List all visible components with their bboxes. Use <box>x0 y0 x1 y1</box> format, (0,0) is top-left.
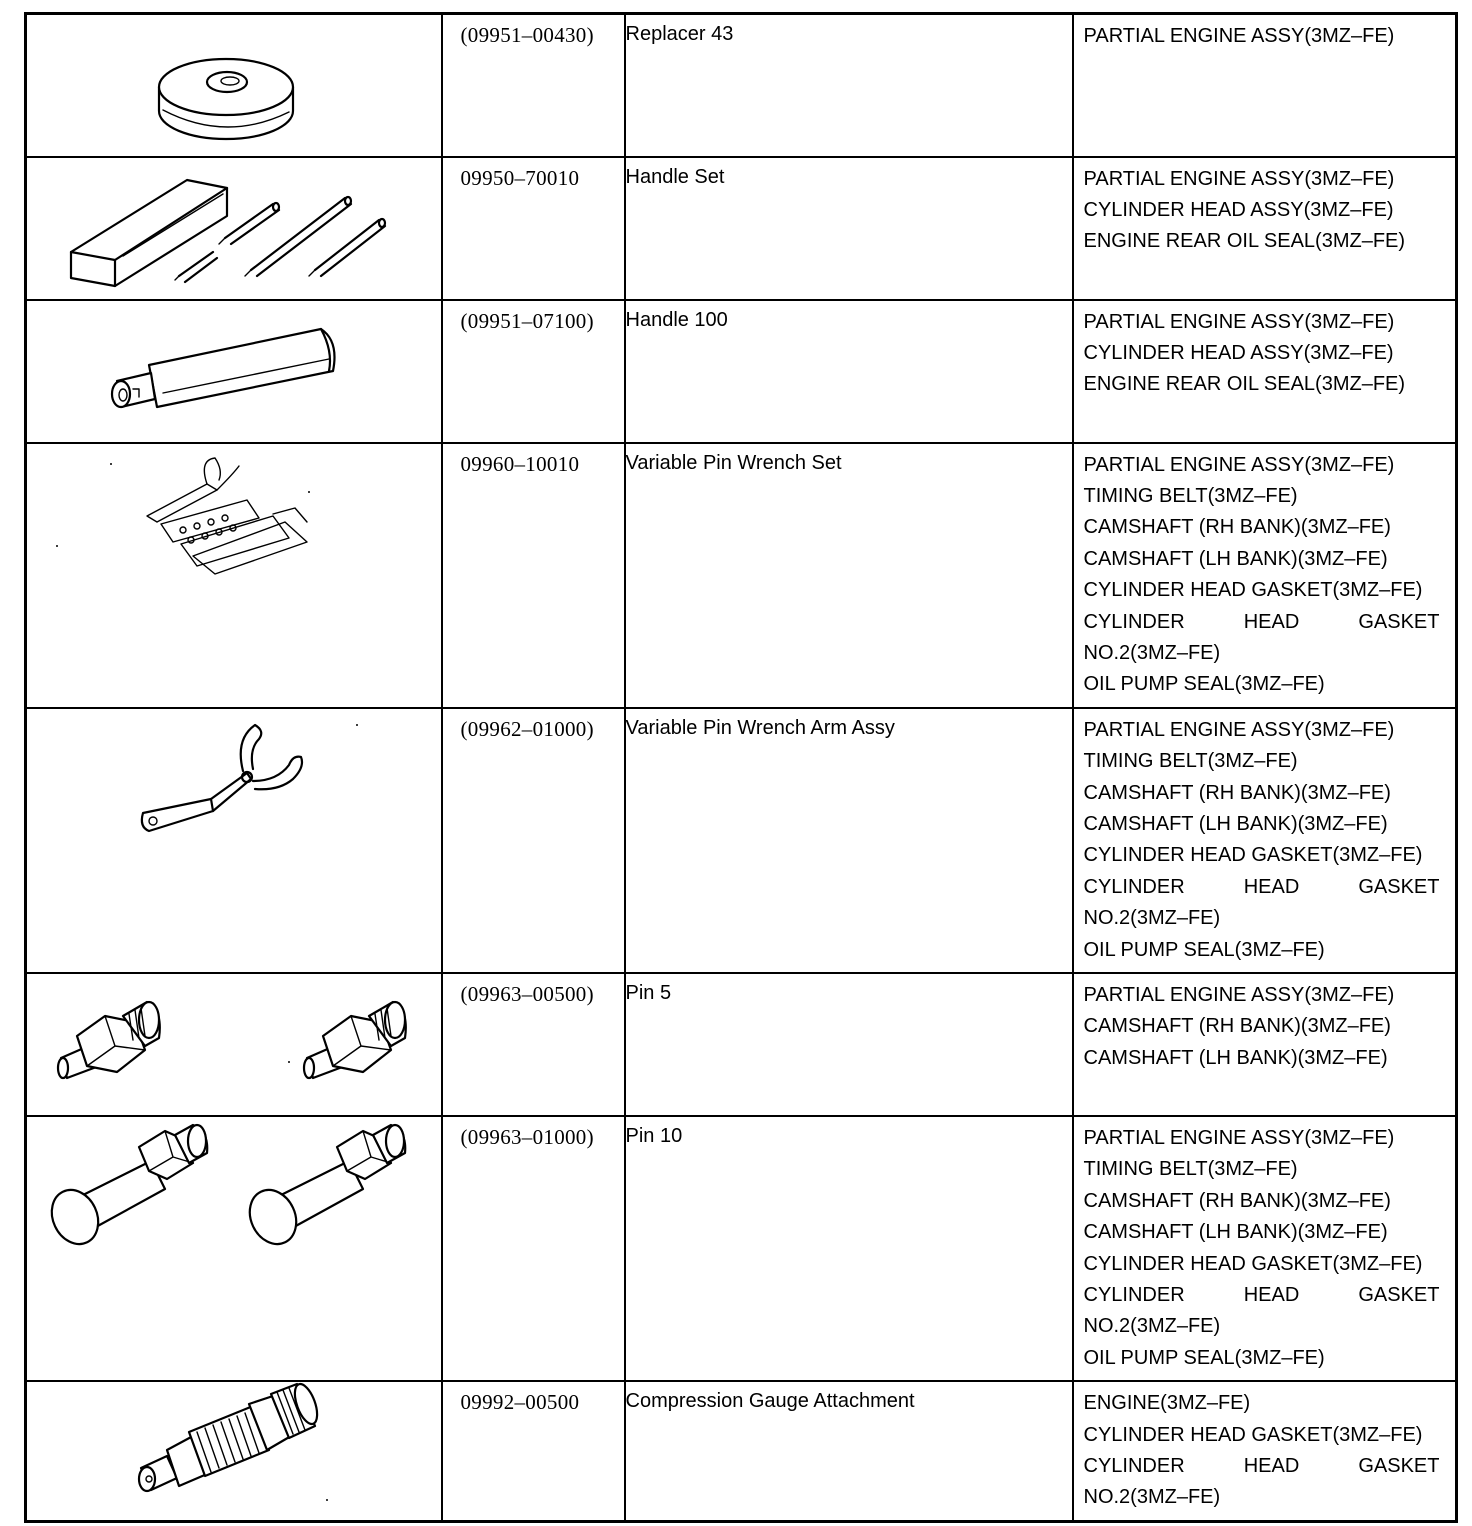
tool-illustration-cell <box>26 443 442 708</box>
tool-name-cell <box>625 157 1073 300</box>
usage-item: NO.2(3MZ–FE) <box>1083 907 1221 930</box>
tool-illustration-cell <box>26 708 442 973</box>
usage-list <box>1074 1117 1456 1380</box>
usage-word: CYLINDER <box>1083 610 1185 633</box>
usage-cell <box>1073 708 1457 973</box>
tool-illustration-cell <box>26 300 442 443</box>
handle-set-illustration <box>27 158 443 301</box>
usage-word: HEAD <box>1243 1455 1300 1478</box>
part-number-cell <box>442 14 625 157</box>
pin-10-right <box>241 1125 405 1252</box>
compression-gauge-attachment-illustration <box>27 1382 443 1521</box>
usage-cell <box>1073 157 1457 300</box>
usage-cell <box>1073 1381 1457 1521</box>
usage-word: HEAD <box>1243 610 1300 633</box>
replacer-disc-illustration <box>27 15 443 158</box>
usage-item: PARTIAL ENGINE ASSY(3MZ–FE) <box>1083 25 1395 47</box>
usage-cell <box>1073 300 1457 443</box>
tool-illustration-cell <box>26 1381 442 1521</box>
part-number: (09963–00500) <box>460 982 594 1006</box>
tool-name-cell <box>625 443 1073 708</box>
part-number-cell <box>442 1116 625 1381</box>
pin-wrench-arm-illustration <box>27 709 443 970</box>
pin-5-right <box>304 1002 406 1078</box>
tool-name: Handle Set <box>625 165 725 188</box>
pin-5-left <box>58 1002 160 1078</box>
usage-list <box>1074 709 1456 972</box>
usage-item: ENGINE REAR OIL SEAL(3MZ–FE) <box>1083 373 1406 396</box>
usage-cell <box>1073 1116 1457 1381</box>
usage-item: CYLINDER HEAD GASKET(3MZ–FE) <box>1083 844 1423 867</box>
usage-word: CYLINDER <box>1083 1455 1185 1478</box>
usage-item: OIL PUMP SEAL(3MZ–FE) <box>1083 673 1325 696</box>
handle-100-illustration <box>27 301 443 444</box>
usage-item: ENGINE REAR OIL SEAL(3MZ–FE) <box>1083 230 1406 253</box>
usage-item: OIL PUMP SEAL(3MZ–FE) <box>1083 938 1325 961</box>
tool-illustration-cell <box>26 157 442 300</box>
usage-list <box>1074 1382 1456 1520</box>
usage-word: HEAD <box>1243 1284 1300 1307</box>
usage-item: NO.2(3MZ–FE) <box>1083 1486 1221 1509</box>
usage-word: CYLINDER <box>1083 875 1185 898</box>
pin-10-illustration <box>27 1117 443 1378</box>
tool-name: Replacer 43 <box>625 23 734 45</box>
tool-name-cell <box>625 1116 1073 1381</box>
tool-name: Handle 100 <box>625 308 728 331</box>
table-row <box>26 708 1457 973</box>
usage-item: CAMSHAFT (RH BANK)(3MZ–FE) <box>1083 1189 1391 1212</box>
usage-cell <box>1073 443 1457 708</box>
usage-item: TIMING BELT(3MZ–FE) <box>1083 1158 1298 1181</box>
table-row <box>26 300 1457 443</box>
usage-list <box>1074 158 1456 264</box>
tool-illustration-cell <box>26 973 442 1116</box>
usage-item: NO.2(3MZ–FE) <box>1083 1315 1221 1338</box>
usage-item: CYLINDER HEAD GASKET(3MZ–FE) <box>1083 1423 1423 1446</box>
part-number: (09962–01000) <box>460 716 594 741</box>
part-number-cell <box>442 300 625 443</box>
usage-item <box>1084 1280 1440 1311</box>
pin-wrench-set-illustration <box>27 444 443 705</box>
part-number-cell <box>442 443 625 708</box>
usage-word: GASKET <box>1358 875 1440 898</box>
usage-list <box>1074 444 1456 707</box>
part-number: (09951–00430) <box>460 23 594 47</box>
tool-name: Compression Gauge Attachment <box>625 1390 915 1413</box>
usage-item: CAMSHAFT (LH BANK)(3MZ–FE) <box>1083 1046 1388 1069</box>
usage-word: HEAD <box>1243 875 1300 898</box>
usage-item <box>1084 1451 1440 1482</box>
usage-cell <box>1073 14 1457 157</box>
usage-list <box>1074 301 1456 407</box>
tool-name: Variable Pin Wrench Arm Assy <box>625 716 895 739</box>
usage-item: PARTIAL ENGINE ASSY(3MZ–FE) <box>1083 984 1395 1006</box>
part-number: 09992–00500 <box>460 1390 580 1415</box>
tool-name: Pin 10 <box>625 1125 683 1147</box>
tool-name: Variable Pin Wrench Set <box>625 451 842 474</box>
usage-item: CAMSHAFT (RH BANK)(3MZ–FE) <box>1083 516 1391 539</box>
usage-item <box>1084 607 1440 638</box>
table-row <box>26 443 1457 708</box>
usage-item: CAMSHAFT (LH BANK)(3MZ–FE) <box>1083 1221 1388 1244</box>
table-row <box>26 973 1457 1116</box>
tool-name-cell <box>625 708 1073 973</box>
part-number-cell <box>442 157 625 300</box>
usage-word: CYLINDER <box>1083 1284 1185 1307</box>
usage-item: ENGINE(3MZ–FE) <box>1083 1392 1251 1415</box>
part-number: 09950–70010 <box>460 165 580 190</box>
usage-item: CYLINDER HEAD GASKET(3MZ–FE) <box>1083 579 1423 602</box>
usage-item: PARTIAL ENGINE ASSY(3MZ–FE) <box>1083 310 1395 333</box>
part-number: 09960–10010 <box>460 451 580 476</box>
usage-word: GASKET <box>1358 610 1440 633</box>
usage-word: GASKET <box>1358 1284 1440 1307</box>
table-row <box>26 157 1457 300</box>
tool-name-cell <box>625 300 1073 443</box>
part-number: (09963–01000) <box>460 1125 594 1149</box>
usage-item: OIL PUMP SEAL(3MZ–FE) <box>1083 1346 1325 1369</box>
usage-list <box>1074 974 1456 1080</box>
usage-item: CAMSHAFT (RH BANK)(3MZ–FE) <box>1083 781 1391 804</box>
tool-name-cell <box>625 973 1073 1116</box>
tool-illustration-cell <box>26 1116 442 1381</box>
pin-5-illustration <box>27 974 443 1117</box>
usage-word: GASKET <box>1358 1455 1440 1478</box>
tool-name-cell <box>625 14 1073 157</box>
table-row <box>26 1116 1457 1381</box>
tool-name-cell <box>625 1381 1073 1521</box>
part-number-cell <box>442 973 625 1116</box>
usage-item: TIMING BELT(3MZ–FE) <box>1083 750 1298 773</box>
usage-item <box>1084 872 1440 903</box>
special-service-tools-table <box>24 12 1458 1523</box>
usage-item: CYLINDER HEAD GASKET(3MZ–FE) <box>1083 1252 1423 1275</box>
pin-10-left <box>43 1125 207 1252</box>
usage-item: CAMSHAFT (LH BANK)(3MZ–FE) <box>1083 812 1388 835</box>
usage-cell <box>1073 973 1457 1116</box>
usage-item: PARTIAL ENGINE ASSY(3MZ–FE) <box>1083 453 1395 476</box>
usage-item: PARTIAL ENGINE ASSY(3MZ–FE) <box>1083 1127 1395 1149</box>
usage-item: TIMING BELT(3MZ–FE) <box>1083 484 1298 507</box>
table-row <box>26 14 1457 157</box>
usage-item: NO.2(3MZ–FE) <box>1083 641 1221 664</box>
usage-item: PARTIAL ENGINE ASSY(3MZ–FE) <box>1083 718 1395 741</box>
usage-item: CAMSHAFT (LH BANK)(3MZ–FE) <box>1083 547 1388 570</box>
part-number-cell <box>442 1381 625 1521</box>
part-number-cell <box>442 708 625 973</box>
usage-item: PARTIAL ENGINE ASSY(3MZ–FE) <box>1083 167 1395 190</box>
tool-illustration-cell <box>26 14 442 157</box>
usage-item: CYLINDER HEAD ASSY(3MZ–FE) <box>1083 198 1394 221</box>
part-number: (09951–07100) <box>460 308 594 333</box>
table-row <box>26 1381 1457 1521</box>
tool-name: Pin 5 <box>625 982 672 1004</box>
usage-list <box>1074 15 1456 58</box>
usage-item: CAMSHAFT (RH BANK)(3MZ–FE) <box>1083 1015 1391 1038</box>
usage-item: CYLINDER HEAD ASSY(3MZ–FE) <box>1083 341 1394 364</box>
